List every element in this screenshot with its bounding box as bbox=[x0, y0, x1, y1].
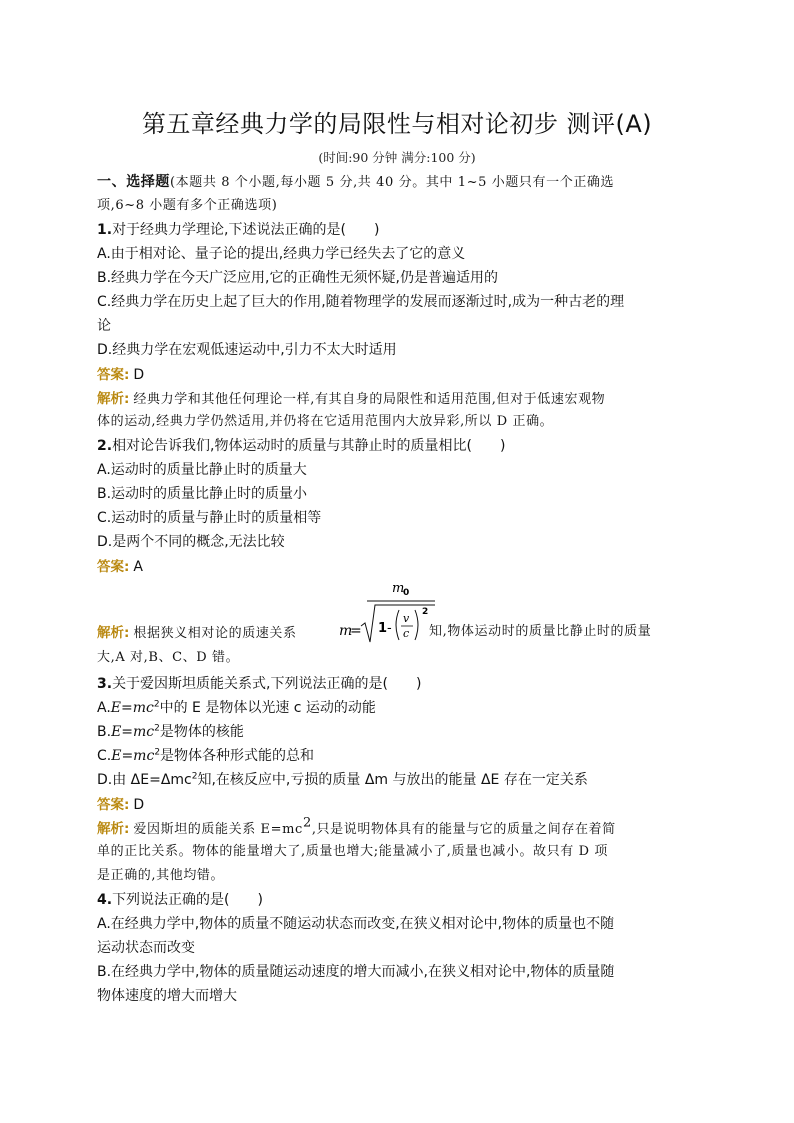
q2-stem: 相对论告诉我们,物体运动时的质量与其静止时的质量相比( ) bbox=[112, 438, 506, 454]
q2-option-a: A.运动时的质量比静止时的质量大 bbox=[97, 462, 307, 478]
q4-number: 4. bbox=[97, 892, 113, 908]
q3-number: 3. bbox=[97, 676, 113, 692]
page-title: 第五章经典力学的局限性与相对论初步 测评(A) bbox=[141, 110, 653, 138]
q3-b-formula: E=mc bbox=[111, 724, 155, 740]
q3-option-d bbox=[97, 768, 588, 792]
q1-option-c-cont: 论 bbox=[97, 318, 111, 334]
q2-explanation-line2: 大,A 对,B、C、D 错。 bbox=[97, 650, 240, 665]
q3-c-sq: 2 bbox=[154, 747, 161, 758]
q1-answer: D bbox=[133, 367, 145, 383]
q3-answer-label: 答案: bbox=[97, 797, 130, 813]
q2-answer-label: 答案: bbox=[97, 559, 130, 575]
q2-exp-text1b: 知,物体运动时的质量比静止时的质量 bbox=[429, 624, 652, 639]
q2-exp-text1a: 根据狭义相对论的质速关系 bbox=[133, 626, 297, 641]
q3-option-a bbox=[97, 696, 376, 720]
formula-v: v bbox=[403, 612, 410, 625]
formula-square: 2 bbox=[422, 607, 429, 617]
q3-a-pre: A. bbox=[97, 700, 111, 716]
q3-exp-sq: 2 bbox=[302, 815, 312, 831]
section-heading-line bbox=[97, 170, 614, 195]
q3-exp-text1b: ,只是说明物体具有的能量与它的质量之间存在着简 bbox=[311, 822, 616, 837]
formula-equals: = bbox=[350, 623, 362, 639]
q2-option-d: D.是两个不同的概念,无法比较 bbox=[97, 534, 285, 550]
q2-exp-label: 解析: bbox=[97, 625, 130, 641]
q1-exp-text1: 经典力学和其他任何理论一样,有其自身的局限性和适用范围,但对于低速宏观物 bbox=[133, 392, 606, 407]
q3-d-sq: 2 bbox=[191, 771, 198, 782]
formula-m: m bbox=[339, 623, 353, 639]
q3-exp-label: 解析: bbox=[97, 821, 130, 837]
mass-velocity-formula bbox=[337, 580, 437, 646]
q3-b-pre: B. bbox=[97, 724, 112, 740]
q1-explanation-line1 bbox=[97, 386, 605, 412]
q2-option-c: C.运动时的质量与静止时的质量相等 bbox=[97, 510, 322, 526]
q4-stem-line bbox=[97, 888, 263, 912]
q2-explanation-line1 bbox=[97, 620, 297, 646]
q1-option-d: D.经典力学在宏观低速运动中,引力不太大时适用 bbox=[97, 342, 397, 358]
q4-option-b: B.在经典力学中,物体的质量随运动速度的增大而减小,在狭义相对论中,物体的质量随 bbox=[97, 964, 615, 980]
q3-d-pre: D.由 ΔE=Δmc bbox=[97, 772, 192, 788]
q3-c-formula: E=mc bbox=[111, 748, 155, 764]
left-paren bbox=[396, 610, 399, 640]
q3-option-b bbox=[97, 720, 244, 744]
q3-stem: 关于爱因斯坦质能关系式,下列说法正确的是( ) bbox=[112, 676, 422, 692]
q2-stem-line bbox=[97, 434, 505, 458]
section-desc-2: 项,6~8 小题有多个正确选项) bbox=[97, 198, 278, 213]
exam-subtitle: (时间:90 分钟 满分:100 分) bbox=[318, 150, 476, 165]
q1-exp-label: 解析: bbox=[97, 391, 130, 407]
q2-answer: A bbox=[133, 559, 143, 575]
q4-stem: 下列说法正确的是( ) bbox=[112, 892, 263, 908]
q3-answer-line bbox=[97, 792, 144, 817]
q3-stem-line bbox=[97, 672, 421, 696]
q4-option-b-cont: 物体速度的增大而增大 bbox=[97, 988, 237, 1004]
q1-stem: 对于经典力学理论,下述说法正确的是( ) bbox=[112, 222, 380, 238]
formula-minus: - bbox=[387, 621, 392, 636]
formula-c: c bbox=[403, 627, 410, 640]
q1-option-b: B.经典力学在今天广泛应用,它的正确性无须怀疑,仍是普遍适用的 bbox=[97, 270, 498, 286]
section-desc-1: (本题共 8 个小题,每小题 5 分,共 40 分。其中 1~5 小题只有一个正确选 bbox=[170, 175, 615, 190]
q1-stem-line bbox=[97, 218, 379, 242]
q3-c-pre: C. bbox=[97, 748, 112, 764]
formula-numerator-sub: 0 bbox=[403, 588, 410, 598]
q3-a-sq: 2 bbox=[153, 699, 160, 710]
q3-option-c bbox=[97, 744, 314, 768]
q3-c-post: 是物体各种形式能的总和 bbox=[160, 748, 315, 764]
right-paren bbox=[415, 610, 418, 640]
section-heading: 一、选择题 bbox=[97, 174, 170, 190]
q1-option-a: A.由于相对论、量子论的提出,经典力学已经失去了它的意义 bbox=[97, 246, 466, 262]
q3-b-sq: 2 bbox=[154, 723, 160, 734]
q3-explanation-line2: 单的正比关系。物体的能量增大了,质量也增大;能量减小了,质量也减小。故只有 D 项 bbox=[97, 844, 608, 859]
q4-option-a-cont: 运动状态而改变 bbox=[97, 940, 195, 956]
q1-explanation-line2: 体的运动,经典力学仍然适用,并仍将在它适用范围内大放异彩,所以 D 正确。 bbox=[97, 414, 554, 429]
q3-d-post: 知,在核反应中,亏损的质量 Δm 与放出的能量 ΔE 存在一定关系 bbox=[197, 772, 588, 788]
q2-answer-line bbox=[97, 554, 143, 579]
q1-option-c: C.经典力学在历史上起了巨大的作用,随着物理学的发展而逐渐过时,成为一种古老的理 bbox=[97, 294, 625, 310]
q1-answer-label: 答案: bbox=[97, 367, 130, 383]
q3-a-post: 中的 E 是物体以光速 c 运动的动能 bbox=[159, 700, 376, 716]
q2-option-b: B.运动时的质量比静止时的质量小 bbox=[97, 486, 308, 502]
q4-option-a: A.在经典力学中,物体的质量不随运动状态而改变,在狭义相对论中,物体的质量也不随 bbox=[97, 916, 615, 932]
q3-a-formula: E=mc bbox=[110, 700, 154, 716]
formula-numerator: m bbox=[392, 581, 405, 596]
q2-number: 2. bbox=[97, 438, 113, 454]
q3-answer: D bbox=[133, 797, 145, 813]
q1-answer-line bbox=[97, 362, 144, 387]
q3-b-post: 是物体的核能 bbox=[159, 724, 244, 740]
formula-one: 1 bbox=[378, 621, 388, 636]
q1-number: 1. bbox=[97, 222, 113, 238]
q3-explanation-line3: 是正确的,其他均错。 bbox=[97, 868, 225, 883]
q3-explanation-line1 bbox=[97, 816, 616, 842]
q3-exp-text1a: 爱因斯坦的质能关系 E=mc bbox=[133, 822, 303, 837]
